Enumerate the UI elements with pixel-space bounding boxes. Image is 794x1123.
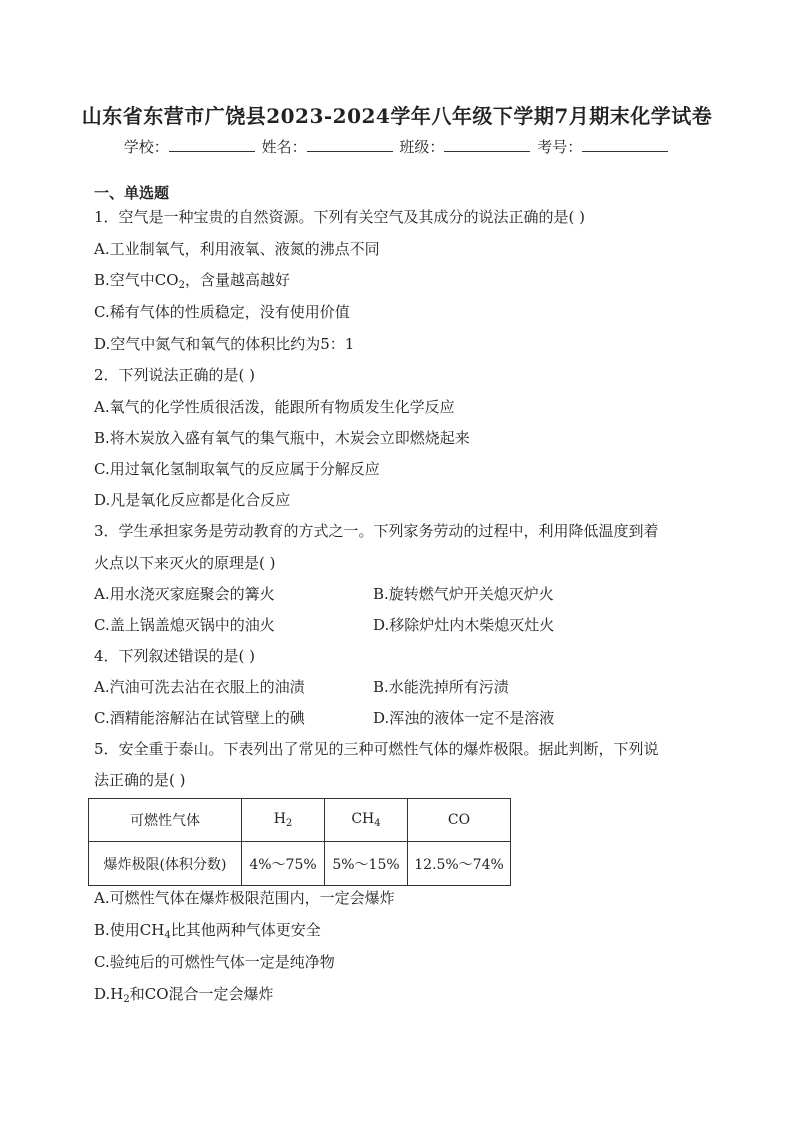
q4-option-c: C.酒精能溶解沾在试管壁上的碘 [94, 709, 305, 727]
table-header-co: CO [408, 799, 511, 842]
table-header-gas: 可燃性气体 [89, 799, 242, 842]
name-label: 姓名： [261, 138, 307, 156]
q5-option-b: B.使用$CH_4$比其他两种气体更安全 [94, 921, 321, 941]
q1-option-d: D.空气中氮气和氧气的体积比约为5：1 [94, 335, 355, 353]
explosion-limit-table [88, 798, 511, 886]
q1-option-a: A.工业制氧气，利用液氧、液氮的沸点不同 [94, 240, 380, 258]
table-row [89, 842, 511, 886]
section-heading: 一、单选题 [94, 184, 170, 202]
class-blank [444, 137, 530, 152]
q3-option-a: A.用水浇灭家庭聚会的篝火 [94, 585, 275, 603]
q3-option-c: C.盖上锅盖熄灭锅中的油火 [94, 616, 275, 634]
q5-stem-line1: 5．安全重于泰山。下表列出了常见的三种可燃性气体的爆炸极限。据此判断，下列说 [94, 740, 659, 758]
q5-stem-line2: 法正确的是( ) [94, 771, 186, 789]
q1-stem: 1．空气是一种宝贵的自然资源。下列有关空气及其成分的说法正确的是( ) [94, 208, 586, 226]
q5-option-c: C.验纯后的可燃性气体一定是纯净物 [94, 953, 335, 971]
q2-option-c: C.用过氧化氢制取氧气的反应属于分解反应 [94, 460, 380, 478]
table-cell-co: 12.5%～74% [408, 842, 511, 886]
table-header-ch4: $CH_4$ [325, 799, 408, 842]
q2-option-b: B.将木炭放入盛有氧气的集气瓶中，木炭会立即燃烧起来 [94, 429, 470, 447]
table-row-label: 爆炸极限(体积分数) [89, 842, 242, 886]
q5-option-a: A.可燃性气体在爆炸极限范围内，一定会爆炸 [94, 889, 395, 907]
q1-option-b: B.空气中$CO_2$，含量越高越好 [94, 271, 290, 291]
table-header-h2: $H_2$ [242, 799, 325, 842]
number-blank [582, 137, 668, 152]
q4-option-d: D.浑浊的液体一定不是溶液 [373, 709, 555, 727]
q2-option-d: D.凡是氧化反应都是化合反应 [94, 491, 291, 509]
number-label: 考号： [537, 138, 583, 156]
table-cell-h2: 4%～75% [242, 842, 325, 886]
school-label: 学校： [123, 138, 169, 156]
q2-option-a: A.氧气的化学性质很活泼，能跟所有物质发生化学反应 [94, 398, 455, 416]
q4-stem: 4．下列叙述错误的是( ) [94, 647, 256, 665]
exam-title: 山东省东营市广饶县2023-2024学年八年级下学期7月期末化学试卷 [81, 104, 713, 128]
class-label: 班级： [399, 138, 445, 156]
q3-option-b: B.旋转燃气炉开关熄灭炉火 [373, 585, 554, 603]
name-blank [307, 137, 393, 152]
q4-option-b: B.水能洗掉所有污渍 [373, 678, 509, 696]
student-info-row [0, 136, 794, 157]
q5-option-d: $D.H_2$和CO混合一定会爆炸 [94, 985, 274, 1005]
school-blank [169, 137, 255, 152]
table-cell-ch4: 5%～15% [325, 842, 408, 886]
q1-option-c: C.稀有气体的性质稳定，没有使用价值 [94, 303, 350, 321]
q4-option-a: A.汽油可洗去沾在衣服上的油渍 [94, 678, 305, 696]
q2-stem: 2．下列说法正确的是( ) [94, 366, 256, 384]
q3-stem-line1: 3．学生承担家务是劳动教育的方式之一。下列家务劳动的过程中，利用降低温度到着 [94, 522, 659, 540]
q3-stem-line2: 火点以下来灭火的原理是( ) [94, 554, 276, 572]
q3-option-d: D.移除炉灶内木柴熄灭灶火 [373, 616, 555, 634]
table-row [89, 799, 511, 842]
